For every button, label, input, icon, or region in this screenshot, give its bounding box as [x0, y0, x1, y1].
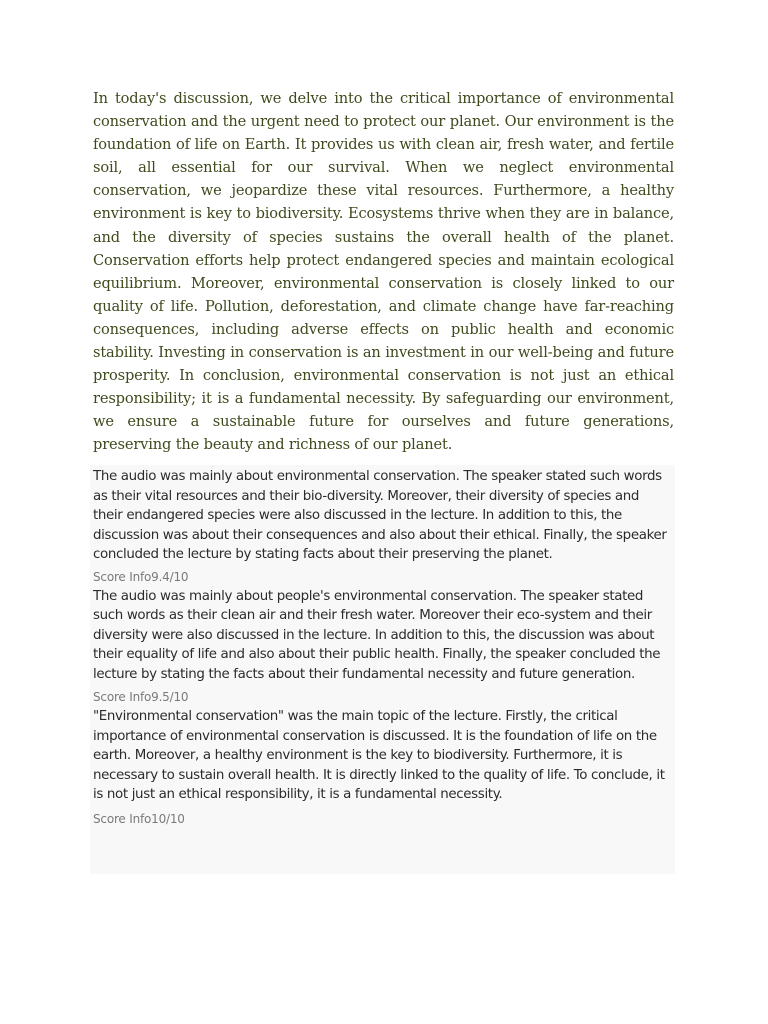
response-item — [90, 587, 675, 708]
response-item — [90, 707, 675, 829]
response-item — [90, 465, 675, 587]
score-info: Score Info9.4/10 — [93, 569, 189, 584]
response-text: "Environmental conservation" was the main topic of the lecture. Firstly, the critical importance of environmental conservation is discussed. It is the foundation of life on the earth. Moreover, a healthy environment is the key to biodiversity. Furthermore, it is necessary to sustain overall health. It is directly linked to the quality of life. To conclude, it is not just an ethical responsibility, it is a fundamental necessity. — [93, 709, 665, 802]
response-list — [90, 465, 675, 874]
score-info: Score Info9.5/10 — [93, 690, 189, 704]
lecture-transcript: In today's discussion, we delve into the critical importance of environmental conservation and the urgent need to protect our planet. Our environment is the foundation of life on Earth. It provides us with clean air, fresh water, and fertile soil, all essential for our survival. When we neglect environmental conservation, we jeopardize these vital resources. Furthermore, a healthy environment is key to biodiversity. Ecosystems thrive when they are in balance, and the diversity of species sustains the overall health of the planet. Conservation efforts help protect endangered species and maintain ecological equilibrium. Moreover, environmental conservation is closely linked to our quality of life. Pollution, deforestation, and climate change have far-reaching consequences, including adverse effects on public health and economic stability. Investing in conservation is an investment in our well-being and future prosperity. In conclusion, environmental conservation is not just an ethical responsibility; it is a fundamental necessity. By safeguarding our environment, we ensure a sustainable future for ourselves and future generations, preserving the beauty and richness of our planet. — [93, 90, 674, 454]
response-text: The audio was mainly about environmental conservation. The speaker stated such words as their vital resources and their bio-diversity. Moreover, their diversity of species and their endangered species were also discussed in the lecture. In addition to this, the discussion was about their consequences and also about their ethical. Finally, the speaker concluded the lecture by stating facts about their preserving the planet. — [93, 469, 667, 562]
score-info: Score Info10/10 — [93, 811, 185, 826]
response-text: The audio was mainly about people's environmental conservation. The speaker stated such words as their clean air and their fresh water. Moreover their eco-system and their diversity were also discussed in the lecture. In addition to this, the discussion was about their equality of life and also about their public health. Finally, the speaker concluded the lecture by stating the facts about their fundamental necessity and future generation. — [93, 588, 661, 682]
